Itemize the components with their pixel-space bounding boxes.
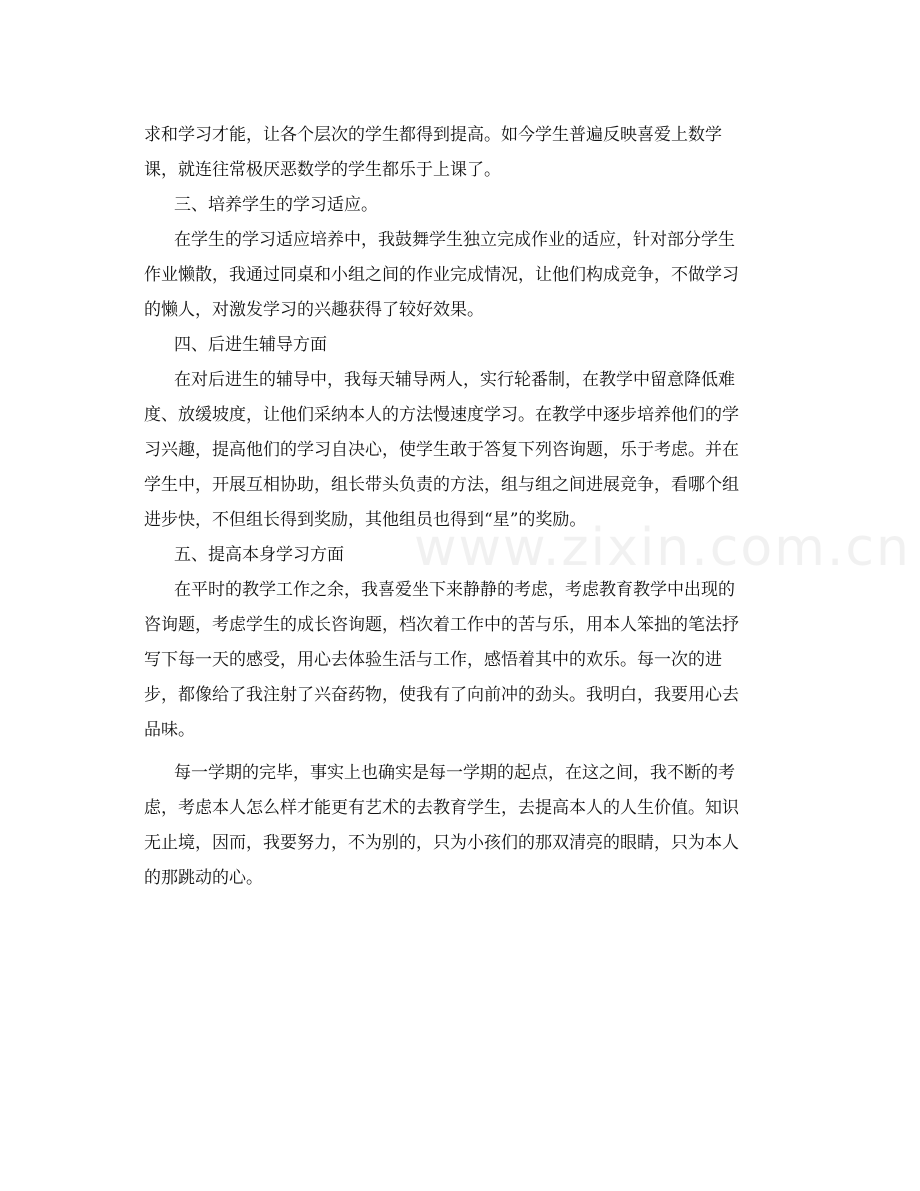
paragraph-line: 品味。 — [144, 720, 195, 740]
paragraph-line: 度、放缓坡度，让他们采纳本人的方法慢速度学习。在教学中逐步培养他们的学 — [144, 405, 739, 425]
section-heading-3: 三、培养学生的学习适应。 — [174, 195, 378, 215]
paragraph-line: 在学生的学习适应培养中，我鼓舞学生独立完成作业的适应，针对部分学生 — [174, 230, 735, 250]
document-body — [144, 118, 786, 896]
paragraph-line: 的那跳动的心。 — [144, 868, 263, 888]
paragraph-line: 步，都像给了我注射了兴奋药物，使我有了向前冲的劲头。我明白，我要用心去 — [144, 685, 739, 705]
paragraph-line: 每一学期的完毕，事实上也确实是每一学期的起点，在这之间，我不断的考 — [174, 763, 735, 783]
paragraph-line: 作业懒散，我通过同桌和小组之间的作业完成情况，让他们构成竞争，不做学习 — [144, 265, 739, 285]
paragraph-line: 虑，考虑本人怎么样才能更有艺术的去教育学生，去提高本人的人生价值。知识 — [144, 798, 739, 818]
watermark-text: www.zixin.com.cn — [414, 518, 911, 578]
paragraph-line: 习兴趣，提高他们的学习自决心，使学生敢于答复下列咨询题，乐于考虑。并在 — [144, 440, 739, 460]
paragraph-line: 课，就连往常极厌恶数学的学生都乐于上课了。 — [144, 160, 501, 180]
paragraph-line: 在对后进生的辅导中，我每天辅导两人，实行轮番制，在教学中留意降低难 — [174, 370, 735, 390]
paragraph-line: 学生中，开展互相协助，组长带头负责的方法，组与组之间进展竞争，看哪个组 — [144, 475, 739, 495]
paragraph-line: 咨询题，考虑学生的成长咨询题，档次着工作中的苦与乐，用本人笨拙的笔法抒 — [144, 615, 739, 635]
paragraph-line: 在平时的教学工作之余，我喜爱坐下来静静的考虑，考虑教育教学中出现的 — [174, 580, 735, 600]
paragraph-line: 求和学习才能，让各个层次的学生都得到提高。如今学生普遍反映喜爱上数学 — [144, 125, 722, 145]
section-heading-5: 五、提高本身学习方面 — [174, 545, 344, 565]
paragraph-gap — [144, 748, 786, 756]
paragraph-line: 的懒人，对激发学习的兴趣获得了较好效果。 — [144, 300, 484, 320]
section-heading-4: 四、后进生辅导方面 — [174, 335, 327, 355]
paragraph-line: 进步快，不但组长得到奖励，其他组员也得到“星”的奖励。 — [144, 510, 587, 530]
paragraph-line: 无止境，因而，我要努力，不为别的，只为小孩们的那双清亮的眼睛，只为本人 — [144, 833, 739, 853]
paragraph-line: 写下每一天的感受，用心去体验生活与工作，感悟着其中的欢乐。每一次的进 — [144, 650, 722, 670]
